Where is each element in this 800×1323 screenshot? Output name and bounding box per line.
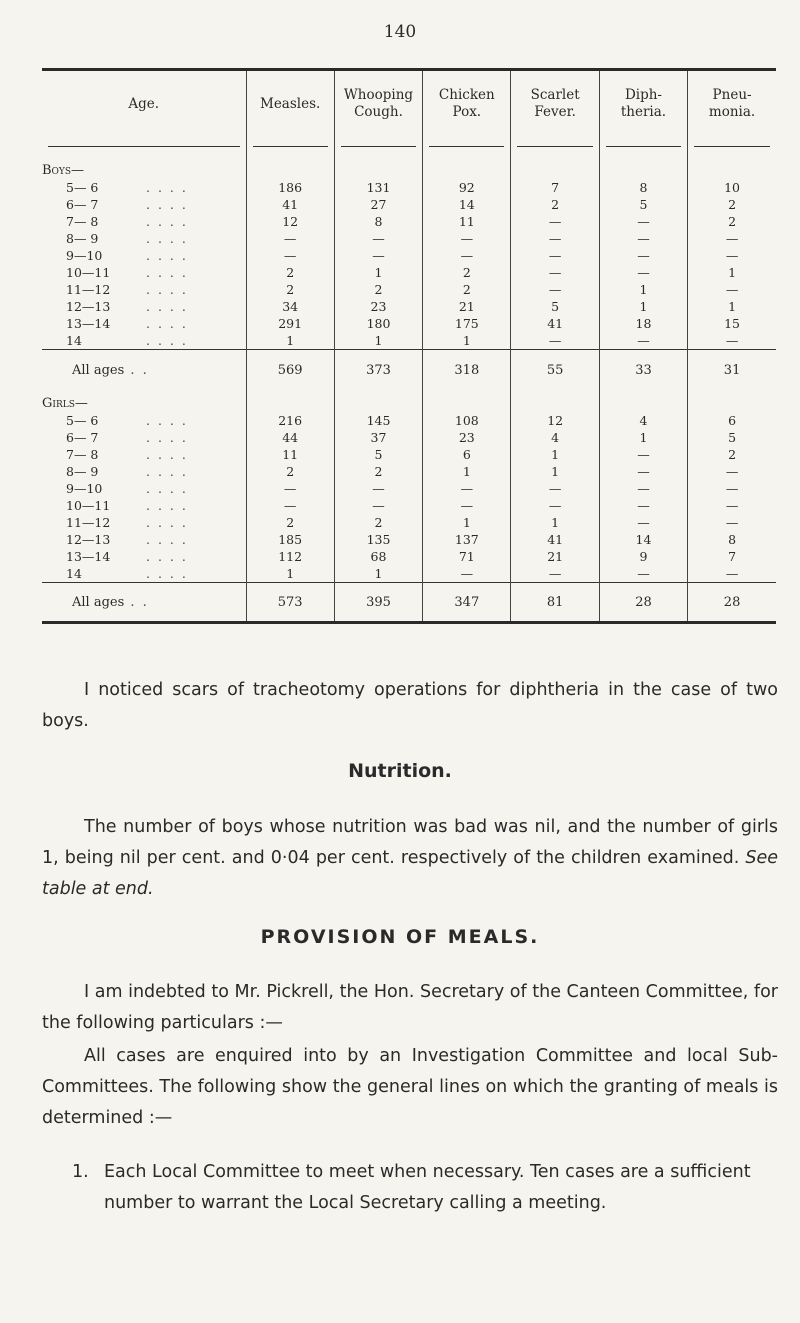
table-cell: 33	[599, 350, 687, 391]
table-cell: 10	[688, 179, 776, 196]
girls-total-row	[42, 583, 776, 623]
table-cell: —	[599, 332, 687, 350]
table-cell: 2	[688, 213, 776, 230]
table-cell: —	[599, 247, 687, 264]
table-cell: 175	[423, 315, 511, 332]
table-cell: 395	[334, 583, 422, 623]
table-cell: 2	[334, 514, 422, 531]
infectious-diseases-table	[42, 68, 776, 624]
header-pneumonia: Pneu- monia.	[688, 70, 776, 138]
table-cell: 2	[334, 463, 422, 480]
table-cell: 28	[688, 583, 776, 623]
girls-label: Girls—	[42, 396, 88, 411]
table-cell: —	[599, 514, 687, 531]
table-cell: 2	[246, 264, 334, 281]
table-cell: 1	[246, 565, 334, 583]
table-cell: 1	[423, 463, 511, 480]
table-cell: 14	[599, 531, 687, 548]
header-age: Age.	[128, 95, 160, 112]
section-girls	[42, 390, 776, 412]
header-rule-row	[42, 137, 776, 157]
table-cell: 1	[688, 264, 776, 281]
table-cell: 180	[334, 315, 422, 332]
table-cell: 2	[246, 514, 334, 531]
table-cell: —	[334, 247, 422, 264]
provision-paragraph-1: I am indebted to Mr. Pickrell, the Hon. Secretary of the Canteen Committee, for the following particulars :—	[42, 982, 778, 1033]
table-cell: —	[246, 480, 334, 497]
table-cell: —	[599, 230, 687, 247]
table-row: 5— 6 . . . . 216 145 108 12 4 6	[42, 412, 776, 429]
table-cell: 44	[246, 429, 334, 446]
table-cell: —	[511, 497, 599, 514]
table-row: 12—13 . . . . 34 23 21 5 1 1	[42, 298, 776, 315]
table-cell: 137	[423, 531, 511, 548]
table-cell: 9	[599, 548, 687, 565]
table-cell: 55	[511, 350, 599, 391]
age-label: 9—10	[66, 481, 103, 496]
table-cell: 573	[246, 583, 334, 623]
table-cell: 41	[246, 196, 334, 213]
table-row: 6— 7 . . . . 44 37 23 4 1 5	[42, 429, 776, 446]
table-cell: 21	[511, 548, 599, 565]
table-cell: —	[599, 213, 687, 230]
table-cell: 4	[511, 429, 599, 446]
age-label: 13—14	[66, 549, 111, 564]
table-cell: 1	[423, 514, 511, 531]
table-cell: 14	[423, 196, 511, 213]
table-cell: 8	[688, 531, 776, 548]
table-cell: —	[423, 480, 511, 497]
table-cell: 6	[688, 412, 776, 429]
table-cell: 373	[334, 350, 422, 391]
table-row: 8— 9 . . . . 2 2 1 1 — —	[42, 463, 776, 480]
table-cell: 2	[688, 196, 776, 213]
table-cell: 5	[334, 446, 422, 463]
age-label: 7— 8	[66, 214, 99, 229]
table-cell: 28	[599, 583, 687, 623]
table-cell: 1	[334, 332, 422, 350]
table-cell: —	[334, 480, 422, 497]
header-measles: Measles.	[246, 70, 334, 138]
age-label: 11—12	[66, 515, 111, 530]
table-cell: 18	[599, 315, 687, 332]
table-cell: 2	[688, 446, 776, 463]
table-cell: 1	[511, 463, 599, 480]
table-row: 5— 6 . . . . 186 131 92 7 8 10	[42, 179, 776, 196]
table-cell: 2	[423, 264, 511, 281]
table-cell: —	[246, 497, 334, 514]
table-cell: —	[511, 565, 599, 583]
table-cell: 41	[511, 531, 599, 548]
table-cell: —	[688, 480, 776, 497]
table-cell: 27	[334, 196, 422, 213]
table-cell: 7	[511, 179, 599, 196]
table-cell: 12	[511, 412, 599, 429]
table-cell: 5	[688, 429, 776, 446]
table-cell: 5	[511, 298, 599, 315]
table-cell: 4	[599, 412, 687, 429]
age-label: 10—11	[66, 498, 111, 513]
header-scarlet-fever: Scarlet Fever.	[511, 70, 599, 138]
table-cell: 2	[334, 281, 422, 298]
list-item-number: 1.	[72, 1162, 89, 1182]
table-cell: 34	[246, 298, 334, 315]
table-cell: 31	[688, 350, 776, 391]
table-cell: —	[511, 281, 599, 298]
header-whooping-cough: Whooping Cough.	[334, 70, 422, 138]
table-cell: —	[688, 281, 776, 298]
table-cell: 8	[599, 179, 687, 196]
table-cell: 1	[511, 514, 599, 531]
table-cell: —	[688, 230, 776, 247]
age-label: 6— 7	[66, 197, 99, 212]
table-row: 11—12 . . . . 2 2 2 — 1 —	[42, 281, 776, 298]
table-cell: 131	[334, 179, 422, 196]
table-cell: —	[599, 497, 687, 514]
table-cell: 2	[511, 196, 599, 213]
table-cell: 41	[511, 315, 599, 332]
table-cell: 145	[334, 412, 422, 429]
table-cell: 68	[334, 548, 422, 565]
age-label: 11—12	[66, 282, 111, 297]
table-cell: 23	[334, 298, 422, 315]
table-cell: 1	[511, 446, 599, 463]
age-label: 10—11	[66, 265, 111, 280]
table-cell: 2	[423, 281, 511, 298]
table-row: 12—13 . . . . 185 135 137 41 14 8	[42, 531, 776, 548]
table-cell: —	[423, 230, 511, 247]
nutrition-heading: Nutrition.	[348, 760, 452, 782]
table-cell: 185	[246, 531, 334, 548]
age-label: 12—13	[66, 532, 111, 547]
age-label: 6— 7	[66, 430, 99, 445]
table-cell: 92	[423, 179, 511, 196]
header-chicken-pox: Chicken Pox.	[423, 70, 511, 138]
table-cell: 15	[688, 315, 776, 332]
table-cell: 569	[246, 350, 334, 391]
age-label: 14	[66, 566, 82, 581]
header-diphtheria: Diph- theria.	[599, 70, 687, 138]
age-label: 12—13	[66, 299, 111, 314]
see-table-note: See table at end.	[42, 848, 778, 899]
table-cell: —	[599, 480, 687, 497]
section-boys	[42, 157, 776, 179]
table-cell: 6	[423, 446, 511, 463]
boys-label: Boys—	[42, 163, 85, 178]
table-cell: 216	[246, 412, 334, 429]
table-cell: —	[511, 247, 599, 264]
boys-total-row	[42, 350, 776, 391]
table-cell: 5	[599, 196, 687, 213]
table-row: 6— 7 . . . . 41 27 14 2 5 2	[42, 196, 776, 213]
table-cell: —	[688, 247, 776, 264]
table-cell: 11	[246, 446, 334, 463]
table-cell: 11	[423, 213, 511, 230]
table-cell: —	[511, 230, 599, 247]
table-cell: —	[511, 264, 599, 281]
table-cell: 37	[334, 429, 422, 446]
table-cell: 12	[246, 213, 334, 230]
tracheotomy-note: I noticed scars of tracheotomy operations for diphtheria in the case of two boys.	[42, 680, 778, 731]
table-cell: 7	[688, 548, 776, 565]
table-cell: 21	[423, 298, 511, 315]
table-row: 9—10 . . . . — — — — — —	[42, 247, 776, 264]
table-cell: 1	[599, 429, 687, 446]
table-cell: 1	[334, 264, 422, 281]
table-cell: 347	[423, 583, 511, 623]
table-cell: —	[511, 213, 599, 230]
table-cell: 135	[334, 531, 422, 548]
table-row: 13—14 . . . . 291 180 175 41 18 15	[42, 315, 776, 332]
table-cell: 318	[423, 350, 511, 391]
age-label: 5— 6	[66, 413, 99, 428]
table-cell: 108	[423, 412, 511, 429]
table-cell: —	[511, 332, 599, 350]
table-cell: —	[334, 230, 422, 247]
table-cell: —	[688, 332, 776, 350]
table-cell: 2	[246, 463, 334, 480]
provision-heading: PROVISION OF MEALS.	[260, 926, 540, 948]
table-row: 14 . . . . 1 1 1 — — —	[42, 332, 776, 350]
age-label: 9—10	[66, 248, 103, 263]
age-label: 5— 6	[66, 180, 99, 195]
table-cell: —	[511, 480, 599, 497]
age-label: 14	[66, 333, 82, 348]
table-row: 7— 8 . . . . 12 8 11 — — 2	[42, 213, 776, 230]
table-header-row	[42, 70, 776, 138]
table-cell: 71	[423, 548, 511, 565]
table-row: 13—14 . . . . 112 68 71 21 9 7	[42, 548, 776, 565]
table-cell: 1	[599, 281, 687, 298]
table-row: 14 . . . . 1 1 — — — —	[42, 565, 776, 583]
table-cell: 8	[334, 213, 422, 230]
table-cell: 1	[334, 565, 422, 583]
table-row: 7— 8 . . . . 11 5 6 1 — 2	[42, 446, 776, 463]
table-cell: 1	[599, 298, 687, 315]
table-row: 11—12 . . . . 2 2 1 1 — —	[42, 514, 776, 531]
provision-paragraph-2: All cases are enquired into by an Investigation Committee and local Sub-Committees. The following show the general lines on which the granting of meals is determined :—	[42, 1046, 778, 1128]
list-item	[72, 1157, 784, 1219]
table-cell: 81	[511, 583, 599, 623]
age-label: 13—14	[66, 316, 111, 331]
table-cell: —	[599, 565, 687, 583]
table-cell: —	[599, 446, 687, 463]
table-cell: 112	[246, 548, 334, 565]
age-label: 8— 9	[66, 231, 99, 246]
table-cell: 186	[246, 179, 334, 196]
table-cell: —	[423, 247, 511, 264]
table-row: 10—11 . . . . — — — — — —	[42, 497, 776, 514]
table-cell: —	[334, 497, 422, 514]
table-row: 8— 9 . . . . — — — — — —	[42, 230, 776, 247]
table-cell: —	[599, 264, 687, 281]
table-row: 9—10 . . . . — — — — — —	[42, 480, 776, 497]
age-label: 7— 8	[66, 447, 99, 462]
table-cell: —	[688, 514, 776, 531]
table-cell: —	[246, 230, 334, 247]
table-cell: —	[688, 565, 776, 583]
table-cell: —	[246, 247, 334, 264]
table-cell: 23	[423, 429, 511, 446]
table-cell: —	[423, 565, 511, 583]
list-item-text: Each Local Committee to meet when necessary. Ten cases are a sufficient number to warrant the Local Secretary calling a meeting.	[104, 1162, 751, 1213]
table-cell: —	[599, 463, 687, 480]
table-cell: 1	[423, 332, 511, 350]
page-number: 140	[383, 22, 417, 42]
table-cell: 2	[246, 281, 334, 298]
nutrition-text: The number of boys whose nutrition was bad was nil, and the number of girls 1, being nil per cent. and 0·04 per cent. respectively of the children examined.	[42, 817, 778, 868]
total-label: All ages . .	[42, 350, 246, 391]
table-cell: 291	[246, 315, 334, 332]
table-cell: —	[423, 497, 511, 514]
total-label: All ages . .	[42, 583, 246, 623]
table-cell: 1	[688, 298, 776, 315]
table-row: 10—11 . . . . 2 1 2 — — 1	[42, 264, 776, 281]
nutrition-paragraph	[42, 812, 778, 905]
table-cell: —	[688, 497, 776, 514]
table-cell: —	[688, 463, 776, 480]
age-label: 8— 9	[66, 464, 99, 479]
disease-table	[42, 68, 776, 624]
table-cell: 1	[246, 332, 334, 350]
